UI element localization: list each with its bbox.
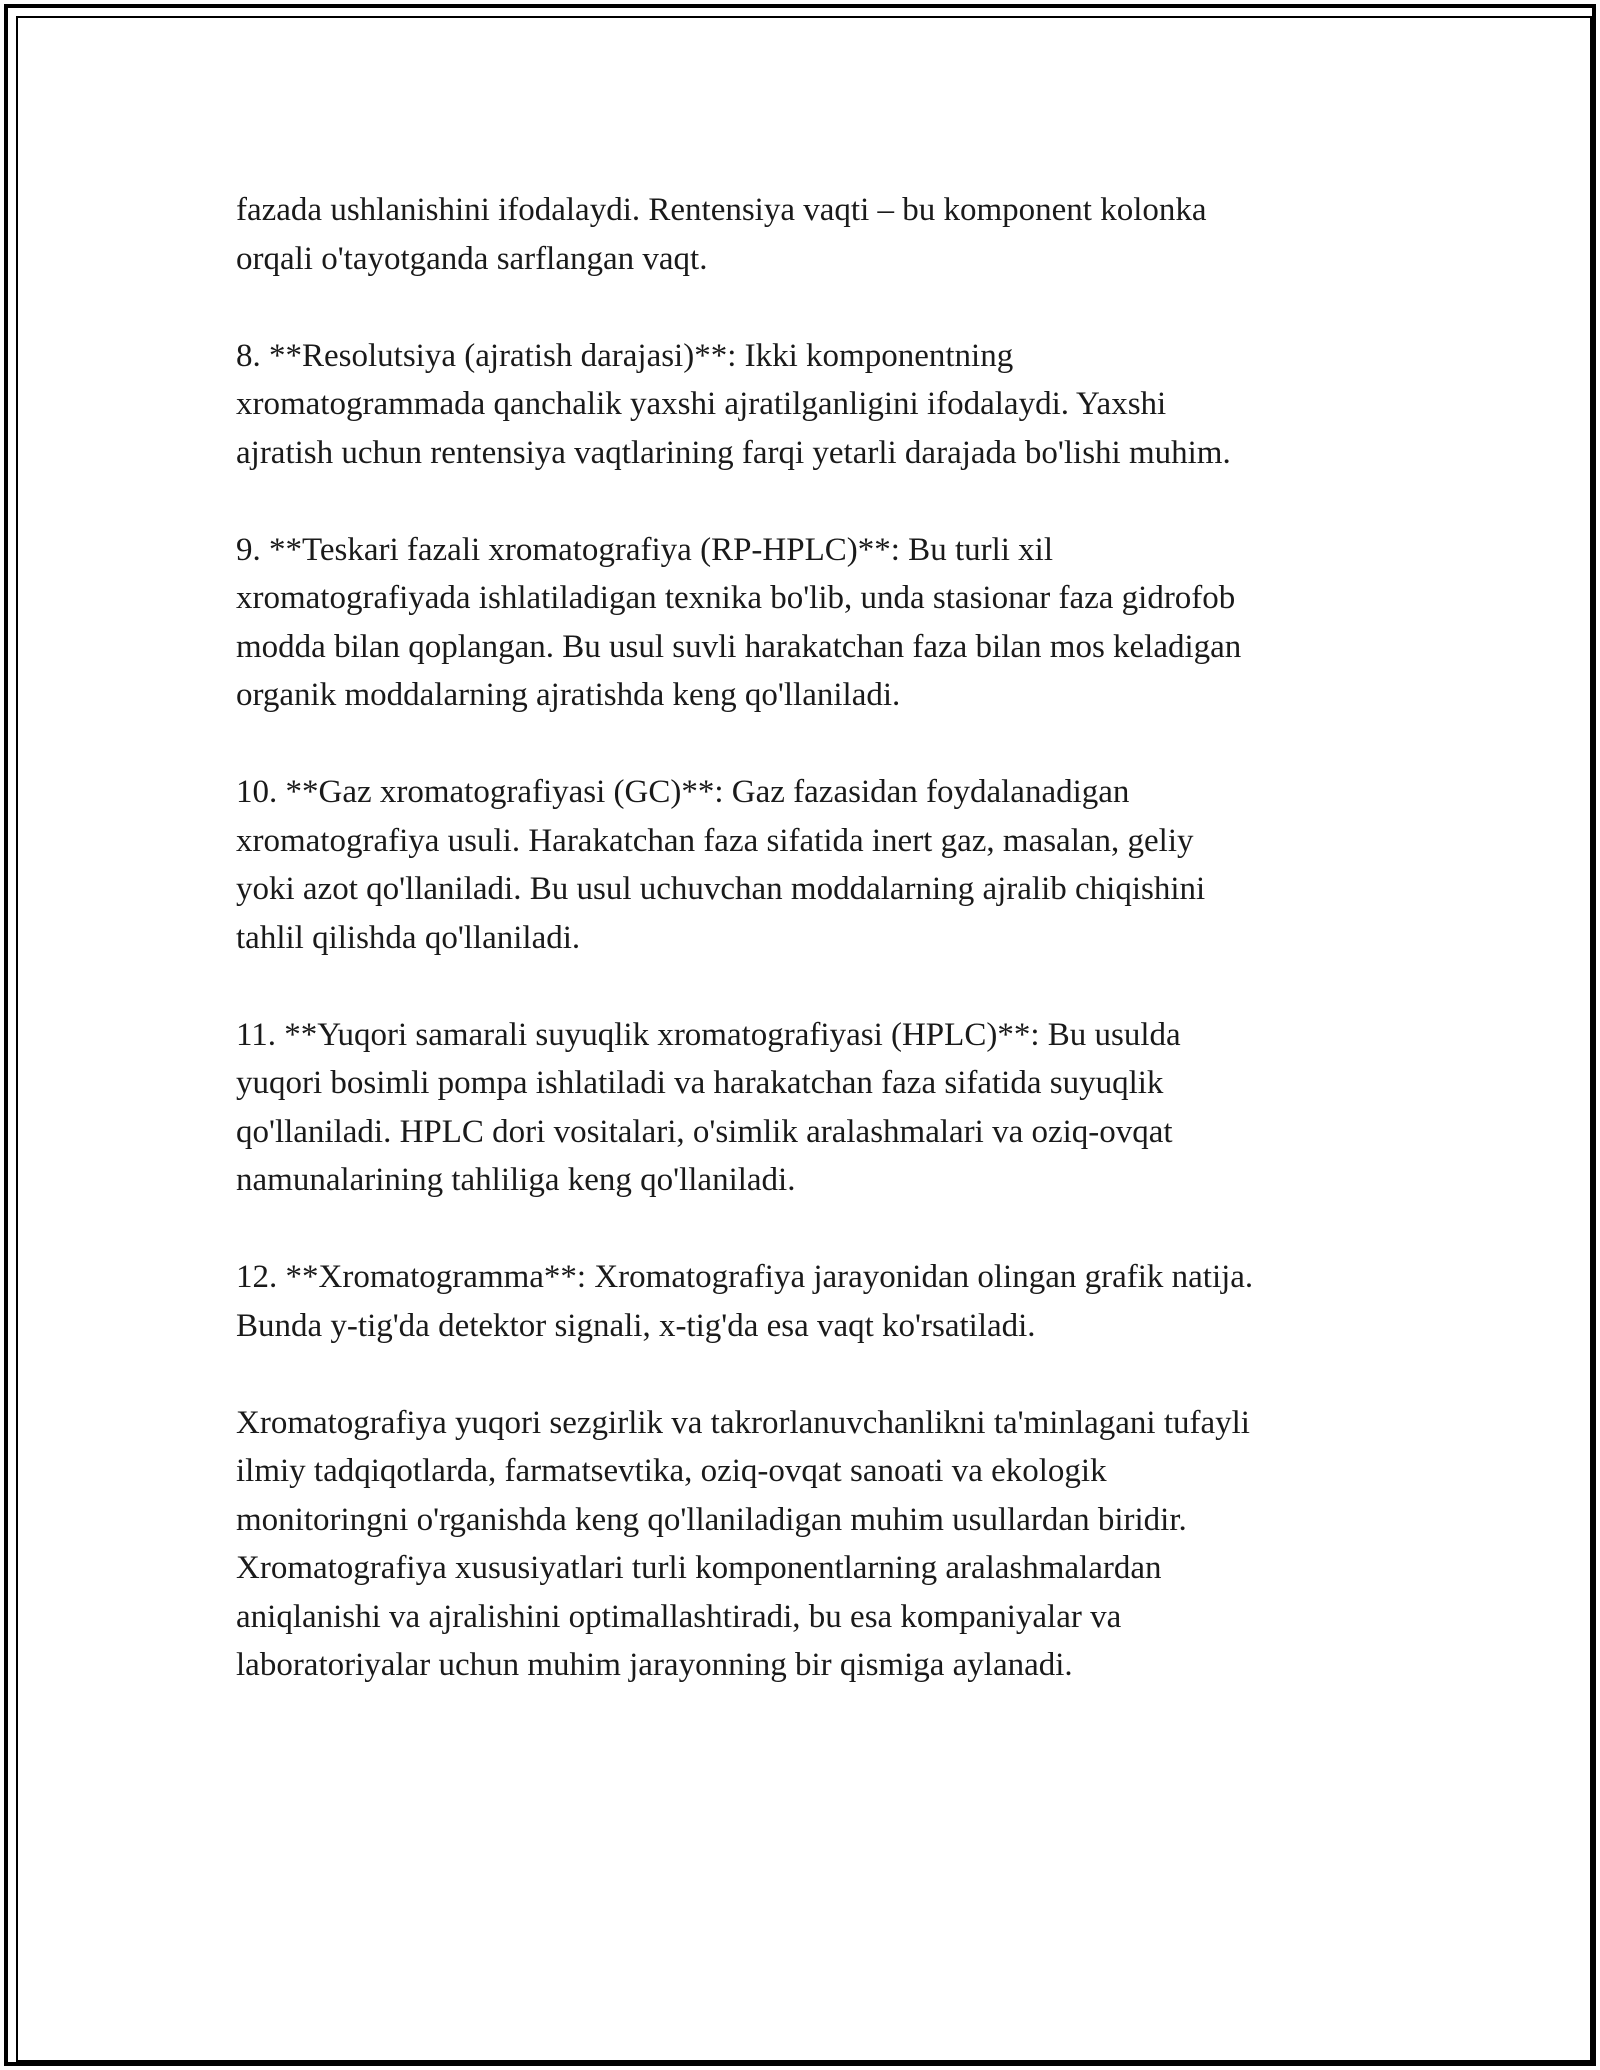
document-body [236, 186, 1376, 1690]
paragraph-chromatogram: 12. **Xromatogramma**: Xromatografiya jarayonidan olingan grafik natija. Bunda y-tig'da detektor signali, x-tig'da esa vaqt ko'rsatiladi. [236, 1259, 1254, 1344]
paragraph-resolution: 8. **Resolutsiya (ajratish darajasi)**: Ikki komponentning xromatogrammada qanchalik yaxshi ajratilganligini ifodalaydi. Yaxshi ajratish uchun rentensiya vaqtlarining farqi yetarli darajada bo'lishi muhim. [236, 337, 1231, 471]
paragraph-retention-time: fazada ushlanishini ifodalaydi. Rentensiya vaqti – bu komponent kolonka orqali o'tayotganda sarflangan vaqt. [236, 192, 1207, 277]
paragraph-rp-hplc: 9. **Teskari fazali xromatografiya (RP-HPLC)**: Bu turli xil xromatografiyada ishlatiladigan texnika bo'lib, unda stasionar faza gidrofob modda bilan qoplangan. Bu usul suvli harakatchan faza bilan mos keladigan organik moddalarning ajratishda keng qo'llaniladi. [236, 531, 1242, 713]
paragraph-conclusion: Xromatografiya yuqori sezgirlik va takrorlanuvchanlikni ta'minlagani tufayli ilmiy tadqiqotlarda, farmatsevtika, oziq-ovqat sanoati va ekologik monitoringni o'rganishda keng qo'llaniladigan muhim usullardan biridir. Xromatografiya xususiyatlari turli komponentlarning aralashmalardan aniqlanishi va ajralishini optimallashtiradi, bu esa kompaniyalar va laboratoriyalar uchun muhim jarayonning bir qismiga aylanadi. [236, 1404, 1250, 1683]
paragraph-hplc: 11. **Yuqori samarali suyuqlik xromatografiyasi (HPLC)**: Bu usulda yuqori bosimli pompa ishlatiladi va harakatchan faza sifatida suyuqlik qo'llaniladi. HPLC dori vositalari, o'simlik aralashmalari va oziq-ovqat namunalarining tahliliga keng qo'llaniladi. [236, 1016, 1181, 1198]
paragraph-gas-chromatography: 10. **Gaz xromatografiyasi (GC)**: Gaz fazasidan foydalanadigan xromatografiya usuli. Harakatchan faza sifatida inert gaz, masalan, geliy yoki azot qo'llaniladi. Bu usul uchuvchan moddalarning ajralib chiqishini tahlil qilishda qo'llaniladi. [236, 774, 1206, 956]
